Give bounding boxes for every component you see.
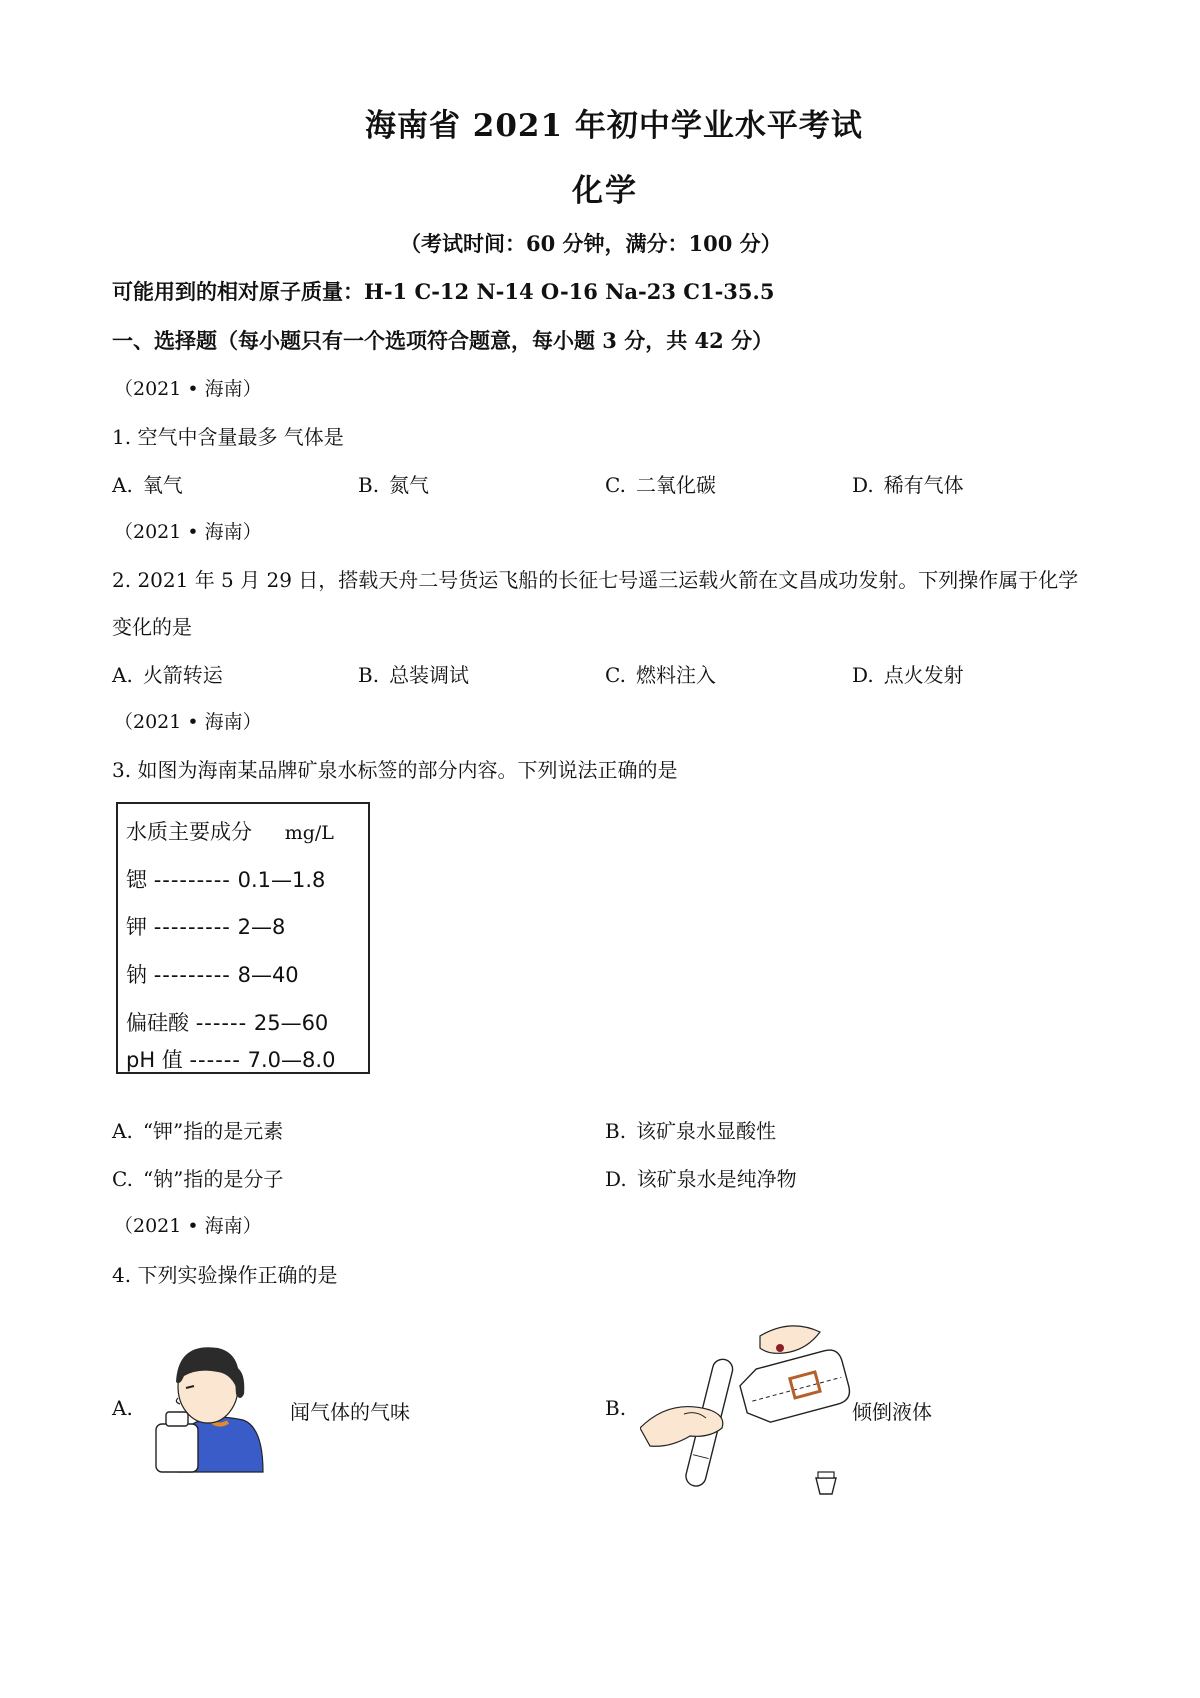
option-letter: A. bbox=[112, 473, 133, 497]
section-heading: 一、选择题（每小题只有一个选项符合题意，每小题 3 分，共 42 分） bbox=[112, 328, 774, 353]
option-d[interactable] bbox=[852, 469, 964, 498]
label-row bbox=[126, 959, 299, 989]
option-text: 二氧化碳 bbox=[635, 473, 716, 497]
option-text: 该矿泉水显酸性 bbox=[636, 1119, 777, 1143]
option-letter: A. bbox=[112, 1119, 133, 1143]
option-text: 燃料注入 bbox=[635, 663, 716, 687]
question-stem: 4. 下列实验操作正确的是 bbox=[112, 1263, 338, 1287]
option-letter: A. bbox=[112, 663, 133, 687]
option-text: 倾倒液体 bbox=[852, 1400, 932, 1424]
label-component: 钾 bbox=[126, 915, 147, 939]
question-stem: 2. 2021 年 5 月 29 日，搭载天舟二号货运飞船的长征七号遥三运载火箭在文昌成功发射。下列操作属于化学 bbox=[112, 568, 1079, 592]
label-value: 8—40 bbox=[237, 963, 299, 987]
option-b[interactable] bbox=[358, 659, 469, 688]
label-component: 偏硅酸 bbox=[126, 1011, 189, 1035]
option-d[interactable] bbox=[605, 1163, 797, 1192]
label-value: 25—60 bbox=[253, 1011, 329, 1035]
option-c[interactable] bbox=[112, 1163, 283, 1192]
option-a-letter[interactable]: A. bbox=[112, 1396, 133, 1420]
label-dash: ------ bbox=[195, 1011, 248, 1035]
option-letter: D. bbox=[605, 1167, 627, 1191]
option-a[interactable] bbox=[112, 469, 183, 498]
option-a[interactable] bbox=[112, 659, 223, 688]
option-letter: C. bbox=[605, 473, 626, 497]
option-b[interactable] bbox=[358, 469, 429, 498]
mineral-water-label bbox=[116, 802, 370, 1074]
pouring-liquid-test-tube-icon bbox=[640, 1318, 872, 1504]
label-header: 水质主要成分 bbox=[126, 820, 252, 844]
option-d[interactable] bbox=[852, 659, 964, 688]
question-stem: 3. 如图为海南某品牌矿泉水标签的部分内容。下列说法正确的是 bbox=[112, 758, 678, 782]
question-source: （2021 • 海南） bbox=[114, 711, 262, 733]
option-text: 总装调试 bbox=[389, 663, 470, 687]
subject-title: 化学 bbox=[572, 173, 638, 209]
label-row bbox=[126, 911, 285, 941]
option-letter: B. bbox=[358, 473, 380, 497]
option-a[interactable] bbox=[112, 1115, 283, 1144]
exam-info: （考试时间：60 分钟，满分：100 分） bbox=[400, 231, 782, 256]
option-text: 火箭转运 bbox=[142, 663, 223, 687]
question-source: （2021 • 海南） bbox=[114, 521, 262, 543]
option-c[interactable] bbox=[605, 659, 716, 688]
label-component: 钠 bbox=[126, 963, 147, 987]
label-header-row bbox=[126, 816, 334, 846]
label-row bbox=[126, 864, 325, 894]
option-text: 该矿泉水是纯净物 bbox=[636, 1167, 797, 1191]
option-letter: D. bbox=[852, 473, 874, 497]
label-row bbox=[126, 1007, 328, 1037]
label-value: 0.1—1.8 bbox=[237, 868, 326, 892]
page-title: 海南省 2021 年初中学业水平考试 bbox=[365, 108, 863, 144]
option-text: 点火发射 bbox=[883, 663, 964, 687]
question-source: （2021 • 海南） bbox=[114, 1215, 262, 1237]
label-dash: --------- bbox=[153, 963, 231, 987]
option-letter: D. bbox=[852, 663, 874, 687]
option-letter: B. bbox=[605, 1119, 627, 1143]
option-b-letter[interactable]: B. bbox=[605, 1396, 627, 1420]
option-text: “钾”指的是元素 bbox=[142, 1119, 284, 1143]
label-dash: --------- bbox=[153, 915, 231, 939]
label-component: 锶 bbox=[126, 868, 147, 892]
label-unit: mg/L bbox=[284, 822, 334, 844]
option-c[interactable] bbox=[605, 469, 716, 498]
label-row bbox=[126, 1044, 335, 1074]
option-text: 闻气体的气味 bbox=[290, 1400, 410, 1424]
option-letter: C. bbox=[112, 1167, 133, 1191]
option-b[interactable] bbox=[605, 1115, 776, 1144]
label-value: 7.0—8.0 bbox=[247, 1048, 336, 1072]
option-text: 氮气 bbox=[389, 473, 430, 497]
option-letter: B. bbox=[358, 663, 380, 687]
label-value: 2—8 bbox=[237, 915, 286, 939]
person-smelling-bottle-icon bbox=[148, 1332, 268, 1474]
option-text: 稀有气体 bbox=[883, 473, 964, 497]
label-dash: --------- bbox=[153, 868, 231, 892]
option-text: 氧气 bbox=[142, 473, 183, 497]
option-letter: C. bbox=[605, 663, 626, 687]
question-stem: 1. 空气中含量最多 气体是 bbox=[112, 425, 344, 449]
option-text: “钠”指的是分子 bbox=[142, 1167, 284, 1191]
question-stem-continued: 变化的是 bbox=[112, 615, 192, 639]
label-dash: ------ bbox=[189, 1048, 241, 1072]
label-component: pH 值 bbox=[126, 1048, 183, 1072]
atomic-masses: 可能用到的相对原子质量：H-1 C-12 N-14 O-16 Na-23 C1-35.5 bbox=[112, 279, 775, 304]
question-source: （2021 • 海南） bbox=[114, 378, 262, 400]
